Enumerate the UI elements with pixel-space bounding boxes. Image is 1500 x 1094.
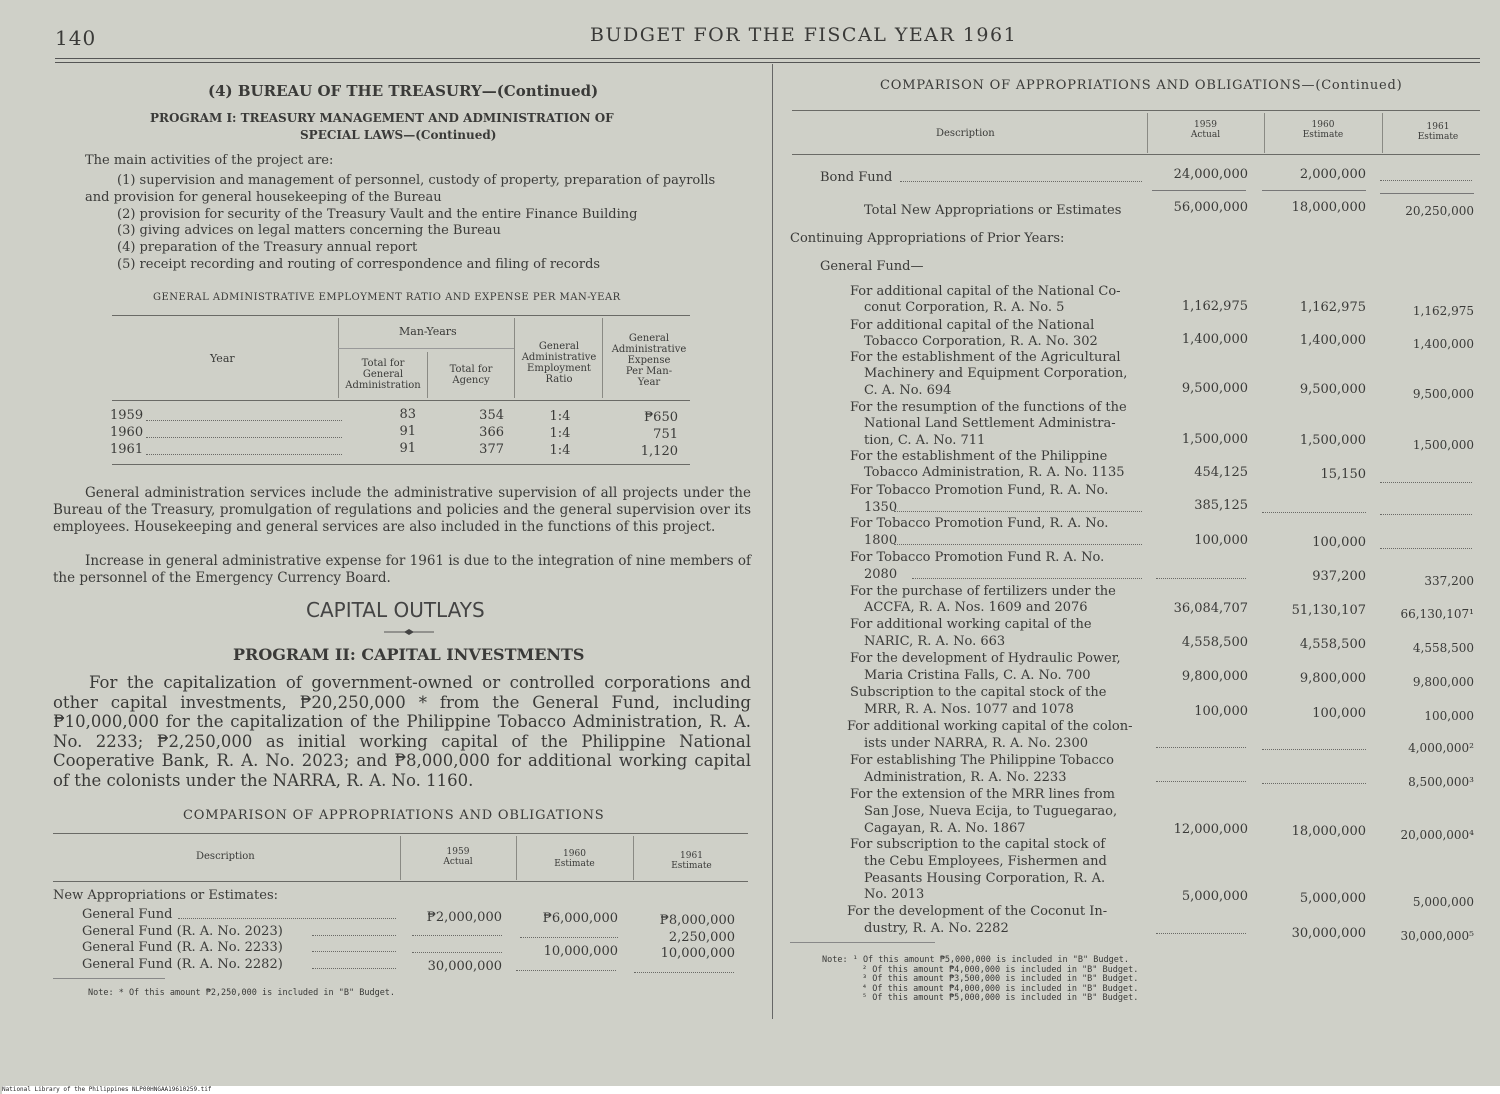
ratio-row-ratio: 1:4 xyxy=(549,443,571,458)
ratio-col-ratio-2: Administrative xyxy=(521,352,597,363)
comp-col-1961-year: 1961 xyxy=(680,851,703,861)
row-empty-1961 xyxy=(1380,514,1472,515)
ratio-col-man-years: Man-Years xyxy=(399,325,457,338)
row-line3: tion, C. A. No. 711 xyxy=(864,433,986,448)
row-line1: For the purchase of fertilizers under the xyxy=(850,584,1116,599)
comp-row-1959: 30,000,000 xyxy=(427,959,502,974)
row-empty-1960 xyxy=(1262,512,1366,513)
row-line2: Machinery and Equipment Corporation, xyxy=(864,366,1128,381)
row-line1: For subscription to the capital stock of xyxy=(850,837,1106,852)
ratio-vline-1 xyxy=(338,318,339,398)
right-col-1959-year: 1959 xyxy=(1194,120,1217,130)
comp-col-1959 xyxy=(400,847,516,867)
row-line2: conut Corporation, R. A. No. 5 xyxy=(864,300,1065,315)
row-line2: the Cebu Employees, Fishermen and xyxy=(864,854,1107,869)
row-1960: 937,200 xyxy=(1312,569,1366,584)
row-line2: Tobacco Corporation, R. A. No. 302 xyxy=(864,334,1098,349)
row-1961: 1,400,000 xyxy=(1412,337,1474,351)
comp-row-desc: General Fund (R. A. No. 2233) xyxy=(82,940,283,955)
row-1959: 100,000 xyxy=(1194,704,1248,719)
comp-row-empty-1961 xyxy=(634,972,734,973)
row-1960: 15,150 xyxy=(1320,467,1366,482)
right-bottom-rule xyxy=(790,942,935,943)
row-line2: MRR, R. A. Nos. 1077 and 1078 xyxy=(864,702,1074,717)
row-1960: 51,130,107 xyxy=(1291,603,1366,618)
ratio-col-ratio-3: Employment xyxy=(527,363,591,374)
row-line1: For the development of the Coconut In- xyxy=(847,904,1108,919)
row-empty-1960 xyxy=(1262,749,1366,750)
row-line2: 1800 xyxy=(864,533,898,548)
row-line2: 2080 xyxy=(864,567,898,582)
row-1959: 9,800,000 xyxy=(1181,669,1248,684)
row-empty-1959 xyxy=(1156,933,1246,934)
row-line1: For Tobacco Promotion Fund R. A. No. xyxy=(850,550,1105,565)
row-1961: 30,000,000⁵ xyxy=(1400,929,1474,943)
comp-col-1959-label: Actual xyxy=(443,857,473,867)
header-rule-2 xyxy=(55,62,1480,63)
row-line1: For the development of Hydraulic Power, xyxy=(850,651,1121,666)
ratio-vline-4 xyxy=(427,352,428,398)
row-1961: 5,000,000 xyxy=(1412,895,1474,909)
ratio-vline-3 xyxy=(602,318,603,398)
right-notes xyxy=(822,956,1138,1004)
row-1960: 9,800,000 xyxy=(1299,671,1366,686)
row-line1: For additional capital of the National Co- xyxy=(850,284,1121,299)
ratio-row-expense: 1,120 xyxy=(640,444,678,459)
bond-fund-leader xyxy=(900,181,1142,182)
capital-outlays-heading: CAPITAL OUTLAYS xyxy=(306,598,485,622)
bond-fund-1960: 2,000,000 xyxy=(1299,167,1366,182)
comp-col-description: Description xyxy=(196,851,255,862)
row-line1: For the resumption of the functions of the xyxy=(850,400,1127,415)
comp-head-rule xyxy=(53,881,748,882)
ratio-col-ratio-4: Ratio xyxy=(545,374,573,385)
note-5: ⁵ Of this amount ₱5,000,000 is included in "B" Budget. xyxy=(862,993,1139,1003)
comp-row-desc: General Fund xyxy=(82,907,173,922)
row-leader xyxy=(912,578,1142,579)
ratio-row-ratio: 1:4 xyxy=(549,426,571,441)
row-line2: San Jose, Nueva Ecija, to Tuguegarao, xyxy=(864,804,1118,819)
row-1961: 20,000,000⁴ xyxy=(1400,828,1474,842)
row-1961: 1,500,000 xyxy=(1412,438,1474,452)
total-new-label: Total New Appropriations or Estimates xyxy=(864,203,1122,218)
row-1959: 9,500,000 xyxy=(1181,381,1248,396)
ratio-col-total-agency-2: Agency xyxy=(452,375,490,386)
ornament-divider-icon xyxy=(384,629,434,635)
row-line1: Subscription to the capital stock of the xyxy=(850,685,1107,700)
row-1961: 4,558,500 xyxy=(1412,641,1474,655)
row-line1: For Tobacco Promotion Fund, R. A. No. xyxy=(850,516,1109,531)
ratio-table-bottom-rule xyxy=(112,464,690,465)
row-1961: 337,200 xyxy=(1424,574,1474,588)
right-table-head-rule xyxy=(792,154,1480,155)
right-col-1960-label: Estimate xyxy=(1302,130,1344,140)
ratio-table-head-rule xyxy=(112,400,690,401)
ratio-col-expense-1: General xyxy=(628,333,670,344)
activity-1b: and provision for general housekeeping of the Bureau xyxy=(85,190,442,205)
row-line2: Maria Cristina Falls, C. A. No. 700 xyxy=(864,668,1091,683)
comp-row-desc: General Fund (R. A. No. 2023) xyxy=(82,924,283,939)
row-empty-1960 xyxy=(1262,783,1366,784)
row-1960: 4,558,500 xyxy=(1299,637,1366,652)
ratio-row-leader xyxy=(146,437,342,438)
ratio-col-expense-5: Year xyxy=(637,377,661,388)
note-2: ² Of this amount ₱4,000,000 is included in "B" Budget. xyxy=(862,964,1139,975)
row-line1: For the establishment of the Philippine xyxy=(850,449,1108,464)
bond-fund-empty-1961 xyxy=(1380,180,1472,181)
row-line1: For the establishment of the Agricultural xyxy=(850,350,1121,365)
comp-row-empty-1960 xyxy=(516,970,616,971)
general-admin-paragraph: General administration services include the administrative supervision of all projects under the Bureau of the Treasury, promulgation of regulations and policies and the general supervision over its employees. Housekeeping and general services are also included in the functions of this project. xyxy=(53,485,751,535)
activity-2: (2) provision for security of the Treasury Vault and the entire Finance Building xyxy=(117,207,638,222)
row-line3: C. A. No. 694 xyxy=(864,383,952,398)
ratio-row-general: 91 xyxy=(399,424,416,439)
capital-investments-paragraph: For the capitalization of government-owned or controlled corporations and other capital investments, ₱20,250,000 * from the General Fund, including ₱10,000,000 for the capitalization of the Philippine Tobacco Administration, R. A. No. 2233; ₱2,250,000 as initial working capital of the Philippine National Cooperative Bank, R. A. No. 2023; and ₱8,000,000 for additional working capital of the colonists under the NARRA, R. A. No. 1160. xyxy=(53,673,751,790)
row-1961: 9,500,000 xyxy=(1412,387,1474,401)
bond-fund-1959: 24,000,000 xyxy=(1173,167,1248,182)
right-col-1961 xyxy=(1382,122,1494,142)
column-divider xyxy=(772,64,773,1019)
ratio-row-agency: 377 xyxy=(479,442,504,457)
comp-col-1959-year: 1959 xyxy=(446,847,470,857)
comp-row-1961: 2,250,000 xyxy=(668,930,735,945)
row-line2: ists under NARRA, R. A. No. 2300 xyxy=(864,736,1088,751)
continuing-label: Continuing Appropriations of Prior Years: xyxy=(790,231,1065,246)
right-col-1960-year: 1960 xyxy=(1311,120,1335,130)
row-line2: National Land Settlement Administra- xyxy=(864,416,1116,431)
right-col-1961-label: Estimate xyxy=(1417,132,1459,142)
page-header-title: BUDGET FOR THE FISCAL YEAR 1961 xyxy=(590,24,1018,46)
row-1959: 1,500,000 xyxy=(1181,432,1248,447)
ratio-row-expense: 751 xyxy=(653,427,678,442)
page-number: 140 xyxy=(55,26,97,50)
right-table-title: COMPARISON OF APPROPRIATIONS AND OBLIGATIONS—(Continued) xyxy=(880,78,1403,93)
scan-source-footer: National Library of the Philippines NLP00HNGAA19610259.tif xyxy=(2,1086,1500,1094)
right-col-1959 xyxy=(1147,120,1264,140)
comp-row-leader xyxy=(312,935,396,936)
ratio-col-total-general-1: Total for xyxy=(361,358,405,369)
comp-row-leader xyxy=(178,918,396,919)
ratio-vline-2 xyxy=(514,318,515,398)
increase-paragraph: Increase in general administrative expense for 1961 is due to the integration of nine members of the personnel of the Emergency Currency Board. xyxy=(53,553,751,586)
ratio-col-ratio xyxy=(516,341,602,385)
comp-row-empty-1959 xyxy=(412,952,502,953)
comp-col-1961-label: Estimate xyxy=(671,861,712,871)
comp-col-1960-label: Estimate xyxy=(554,859,595,869)
row-1961: 100,000 xyxy=(1424,709,1474,723)
bond-fund-label: Bond Fund xyxy=(820,170,893,185)
row-line1: For additional working capital of the xyxy=(850,617,1092,632)
row-1959: 12,000,000 xyxy=(1173,822,1248,837)
section-title: (4) BUREAU OF THE TREASURY—(Continued) xyxy=(208,82,599,100)
activity-5: (5) receipt recording and routing of correspondence and filing of records xyxy=(117,257,601,272)
row-line1: For Tobacco Promotion Fund, R. A. No. xyxy=(850,483,1109,498)
right-col-1961-year: 1961 xyxy=(1426,122,1450,132)
ratio-col-expense-4: Per Man- xyxy=(625,366,673,377)
row-empty-1959 xyxy=(1156,781,1246,782)
ratio-col-total-general-2: General xyxy=(362,369,404,380)
ratio-col-expense-3: Expense xyxy=(627,355,671,366)
row-line2: dustry, R. A. No. 2282 xyxy=(864,921,1009,936)
row-line1: For additional capital of the National xyxy=(850,318,1095,333)
ratio-row-leader xyxy=(146,420,342,421)
ratio-table-title: GENERAL ADMINISTRATIVE EMPLOYMENT RATIO AND EXPENSE PER MAN-YEAR xyxy=(153,292,621,303)
row-1959: 4,558,500 xyxy=(1181,635,1248,650)
note-1: Note: ¹ Of this amount ₱5,000,000 is included in "B" Budget. xyxy=(822,955,1130,965)
row-1959: 1,400,000 xyxy=(1181,332,1248,347)
row-1960: 1,162,975 xyxy=(1299,300,1366,315)
row-1959: 1,162,975 xyxy=(1181,299,1248,314)
row-line2: 1350 xyxy=(864,500,898,515)
row-1959: 100,000 xyxy=(1194,533,1248,548)
ratio-col-expense-2: Administrative xyxy=(611,344,687,355)
row-empty-1959 xyxy=(1156,747,1246,748)
ratio-row-year: 1960 xyxy=(110,425,144,440)
activity-1a: (1) supervision and management of personnel, custody of property, preparation of payrolls xyxy=(117,173,716,188)
row-1961: 9,800,000 xyxy=(1412,675,1474,689)
ratio-col-total-agency-1: Total for xyxy=(449,364,493,375)
note-4: ⁴ Of this amount ₱4,000,000 is included in "B" Budget. xyxy=(862,983,1139,994)
row-1960: 1,400,000 xyxy=(1299,333,1366,348)
row-line1: For establishing The Philippine Tobacco xyxy=(850,753,1114,768)
row-line2: Administration, R. A. No. 2233 xyxy=(864,770,1067,785)
ratio-subrule xyxy=(338,348,514,349)
comp-col-1961 xyxy=(633,851,750,871)
row-line1: For the extension of the MRR lines from xyxy=(850,787,1115,802)
comp-row-empty-1960 xyxy=(520,937,618,938)
comp-row-empty-1959 xyxy=(412,935,502,936)
comp-col-1960-year: 1960 xyxy=(563,849,586,859)
comp-row-1960: ₱6,000,000 xyxy=(542,911,618,926)
row-1960: 100,000 xyxy=(1312,706,1366,721)
comp-row-1961: 10,000,000 xyxy=(660,946,735,961)
comp-row-desc: General Fund (R. A. No. 2282) xyxy=(82,957,283,972)
row-line2: ACCFA, R. A. Nos. 1609 and 2076 xyxy=(864,600,1088,615)
row-empty-1961 xyxy=(1380,482,1472,483)
program-title-line2: SPECIAL LAWS—(Continued) xyxy=(300,128,497,142)
right-table-top-rule xyxy=(792,110,1480,111)
row-line1: For additional working capital of the colon- xyxy=(847,719,1133,734)
total-new-1959: 56,000,000 xyxy=(1173,200,1248,215)
ratio-row-agency: 366 xyxy=(479,425,504,440)
row-1959: 385,125 xyxy=(1194,498,1248,513)
right-col-description: Description xyxy=(936,128,995,139)
bond-fund-sum-rule-1961 xyxy=(1380,193,1474,194)
row-line3: Peasants Housing Corporation, R. A. xyxy=(864,871,1106,886)
activity-4: (4) preparation of the Treasury annual report xyxy=(117,240,418,255)
bond-fund-sum-rule-1960 xyxy=(1262,190,1366,191)
row-1961: 1,162,975 xyxy=(1412,304,1474,318)
ratio-row-expense: ₱650 xyxy=(644,410,678,425)
note-3: ³ Of this amount ₱3,500,000 is included in "B" Budget. xyxy=(862,974,1139,984)
program-ii-heading: PROGRAM II: CAPITAL INVESTMENTS xyxy=(233,645,585,664)
ratio-col-total-agency xyxy=(429,364,513,386)
comparison-title: COMPARISON OF APPROPRIATIONS AND OBLIGATIONS xyxy=(183,808,605,823)
row-leader xyxy=(894,544,1142,545)
total-new-1961: 20,250,000 xyxy=(1405,204,1474,218)
comp-row-1959: ₱2,000,000 xyxy=(426,910,502,925)
ratio-row-general: 83 xyxy=(399,407,416,422)
row-empty-1961 xyxy=(1380,548,1472,549)
row-1960: 100,000 xyxy=(1312,535,1366,550)
row-1959: 36,084,707 xyxy=(1173,601,1248,616)
comp-row-leader xyxy=(312,951,396,952)
activity-3: (3) giving advices on legal matters concerning the Bureau xyxy=(117,223,501,238)
comp-row-1960: 10,000,000 xyxy=(543,944,618,959)
row-1959: 454,125 xyxy=(1194,465,1248,480)
row-line2: Tobacco Administration, R. A. No. 1135 xyxy=(864,465,1125,480)
ratio-row-agency: 354 xyxy=(479,408,504,423)
ratio-col-total-general xyxy=(340,358,426,391)
right-col-1960 xyxy=(1264,120,1382,140)
row-1961: 4,000,000² xyxy=(1408,741,1474,755)
row-1961: 8,500,000³ xyxy=(1408,775,1474,789)
row-1960: 9,500,000 xyxy=(1299,382,1366,397)
header-rule xyxy=(55,58,1480,59)
row-1960: 18,000,000 xyxy=(1291,824,1366,839)
ratio-row-leader xyxy=(146,454,342,455)
ratio-col-year: Year xyxy=(210,352,235,365)
ratio-row-ratio: 1:4 xyxy=(549,409,571,424)
row-1960: 5,000,000 xyxy=(1299,891,1366,906)
row-1961: 66,130,107¹ xyxy=(1400,607,1474,621)
ratio-col-ratio-1: General xyxy=(538,341,580,352)
ratio-row-year: 1961 xyxy=(110,442,144,457)
row-line4: No. 2013 xyxy=(864,887,925,902)
ratio-row-general: 91 xyxy=(399,441,416,456)
comp-bottom-rule xyxy=(53,978,165,979)
right-col-1959-label: Actual xyxy=(1190,130,1221,140)
program-title-line1: PROGRAM I: TREASURY MANAGEMENT AND ADMINISTRATION OF xyxy=(150,111,614,125)
row-line2: NARIC, R. A. No. 663 xyxy=(864,634,1006,649)
row-1960: 30,000,000 xyxy=(1291,926,1366,941)
ratio-col-expense xyxy=(604,333,694,388)
row-1959: 5,000,000 xyxy=(1181,889,1248,904)
comp-top-rule xyxy=(53,833,748,834)
ratio-row-year: 1959 xyxy=(110,408,144,423)
total-new-1960: 18,000,000 xyxy=(1291,200,1366,215)
comp-row-1961: ₱8,000,000 xyxy=(659,913,735,928)
ratio-table-top-rule xyxy=(112,315,690,316)
row-empty-1959 xyxy=(1156,578,1246,579)
row-line3: Cagayan, R. A. No. 1867 xyxy=(864,821,1026,836)
row-1960: 1,500,000 xyxy=(1299,433,1366,448)
row-leader xyxy=(894,511,1142,512)
new-appropriations-label: New Appropriations or Estimates: xyxy=(53,888,278,903)
activities-intro: The main activities of the project are: xyxy=(85,153,334,168)
comparison-note: Note: * Of this amount ₱2,250,000 is included in "B" Budget. xyxy=(88,988,396,998)
bond-fund-sum-rule-1959 xyxy=(1152,190,1246,191)
ratio-col-total-general-3: Administration xyxy=(345,380,421,391)
comp-col-1960 xyxy=(516,849,633,869)
comp-row-leader xyxy=(312,968,396,969)
general-fund-label: General Fund— xyxy=(820,259,924,274)
